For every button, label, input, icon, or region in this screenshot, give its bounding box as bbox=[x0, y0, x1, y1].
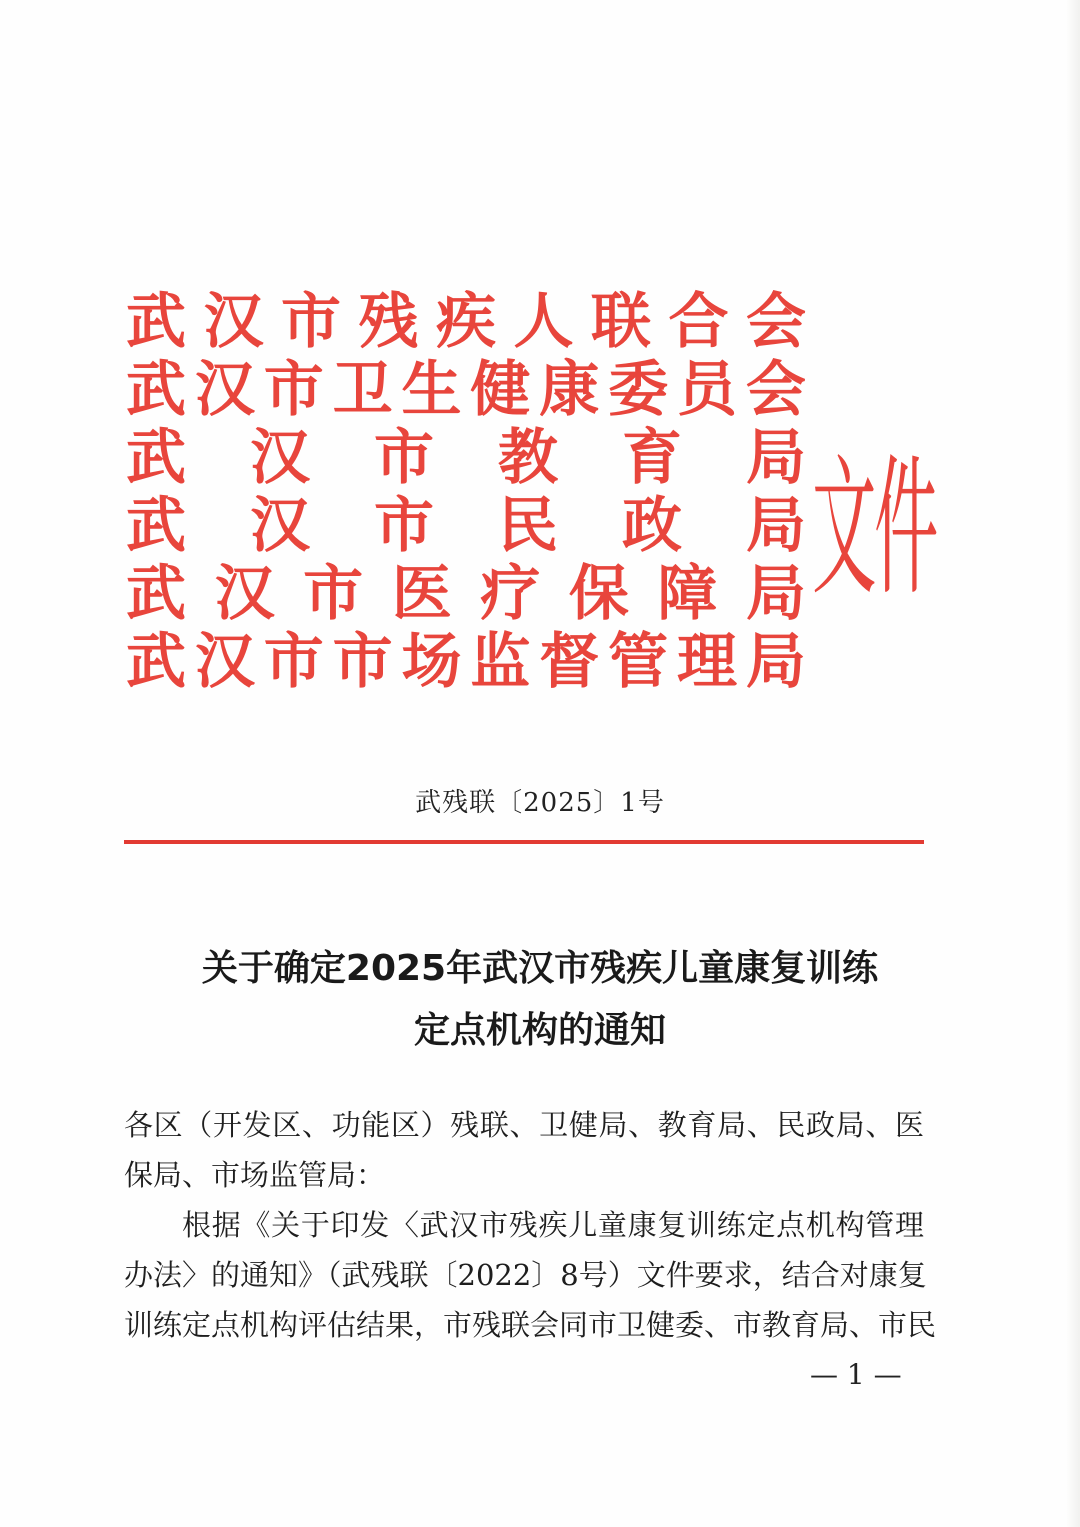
issuer-line bbox=[126, 288, 806, 356]
issuer-char: 教 bbox=[498, 423, 558, 493]
issuer-line bbox=[126, 560, 806, 628]
issuer-char: 保 bbox=[568, 559, 629, 629]
issuer-char: 残 bbox=[358, 287, 419, 357]
issuer-char: 市 bbox=[374, 423, 434, 493]
issuer-char: 监 bbox=[470, 627, 531, 697]
issuer-char: 汉 bbox=[214, 559, 275, 629]
issuer-char: 武 bbox=[126, 559, 186, 629]
issuer-char: 生 bbox=[401, 355, 462, 425]
issuer-char: 健 bbox=[470, 355, 531, 425]
addressee-line-2: 保局、市场监管局： bbox=[124, 1158, 386, 1192]
issuer-char: 局 bbox=[746, 423, 806, 493]
issuer-line bbox=[126, 424, 806, 492]
paragraph-1-line-3: 训练定点机构评估结果，市残联会同市卫健委、市教育局、市民 bbox=[124, 1308, 937, 1342]
issuer-char: 武 bbox=[126, 627, 186, 697]
red-divider-rule bbox=[124, 840, 924, 844]
issuer-char: 汉 bbox=[194, 627, 255, 697]
issuer-char: 卫 bbox=[332, 355, 393, 425]
issuer-char: 市 bbox=[374, 491, 434, 561]
title-line-1: 关于确定2025年武汉市残疾儿童康复训练 bbox=[201, 948, 879, 989]
issuer-char: 育 bbox=[622, 423, 682, 493]
issuer-char: 合 bbox=[668, 287, 729, 357]
issuer-char: 汉 bbox=[203, 287, 264, 357]
issuer-char: 会 bbox=[746, 287, 806, 357]
issuer-char: 人 bbox=[513, 287, 574, 357]
issuer-char: 武 bbox=[126, 491, 186, 561]
scan-edge-shadow bbox=[1066, 0, 1080, 1527]
issuer-line bbox=[126, 628, 806, 696]
issuer-char: 武 bbox=[126, 423, 186, 493]
issuer-char: 局 bbox=[746, 491, 806, 561]
issuer-char: 市 bbox=[263, 627, 324, 697]
issuer-char: 市 bbox=[303, 559, 364, 629]
issuer-char: 会 bbox=[745, 355, 806, 425]
issuer-char: 政 bbox=[622, 491, 682, 561]
issuer-char: 障 bbox=[657, 559, 718, 629]
issuer-char: 民 bbox=[498, 491, 558, 561]
issuer-char: 市 bbox=[332, 627, 393, 697]
issuer-char: 联 bbox=[591, 287, 651, 357]
issuer-char: 康 bbox=[539, 355, 600, 425]
document-body bbox=[124, 1100, 937, 1350]
file-mark: 文件 bbox=[812, 439, 937, 617]
issuer-char: 医 bbox=[391, 559, 452, 629]
issuer-line bbox=[126, 356, 806, 424]
issuer-char: 武 bbox=[126, 355, 186, 425]
issuer-char: 市 bbox=[281, 287, 341, 357]
paragraph-1-line-1: 根据《关于印发〈武汉市残疾儿童康复训练定点机构管理 bbox=[182, 1208, 924, 1242]
issuer-block bbox=[126, 288, 806, 696]
issuer-char: 疾 bbox=[436, 287, 496, 357]
issuer-char: 疗 bbox=[480, 559, 541, 629]
issuer-char: 场 bbox=[401, 627, 462, 697]
issuer-char: 汉 bbox=[250, 491, 310, 561]
issuer-char: 市 bbox=[263, 355, 324, 425]
issuer-char: 局 bbox=[745, 627, 806, 697]
issuer-char: 汉 bbox=[250, 423, 310, 493]
page-number: — 1 — bbox=[810, 1358, 902, 1391]
document-number: 武残联〔2025〕1号 bbox=[415, 788, 665, 818]
addressee-line-1: 各区（开发区、功能区）残联、卫健局、教育局、民政局、医 bbox=[124, 1108, 924, 1142]
issuer-char: 督 bbox=[539, 627, 600, 697]
paragraph-1-line-2: 办法〉的通知》（武残联〔2022〕8号）文件要求，结合对康复 bbox=[124, 1258, 927, 1292]
issuer-char: 管 bbox=[608, 627, 669, 697]
document-title bbox=[0, 938, 1080, 1062]
issuer-char: 汉 bbox=[194, 355, 255, 425]
issuer-char: 员 bbox=[677, 355, 737, 425]
issuer-char: 委 bbox=[608, 355, 669, 425]
issuer-char: 局 bbox=[745, 559, 806, 629]
title-line-2: 定点机构的通知 bbox=[413, 1010, 666, 1051]
issuer-line bbox=[126, 492, 806, 560]
issuer-char: 武 bbox=[126, 287, 186, 357]
issuer-char: 理 bbox=[677, 627, 737, 697]
